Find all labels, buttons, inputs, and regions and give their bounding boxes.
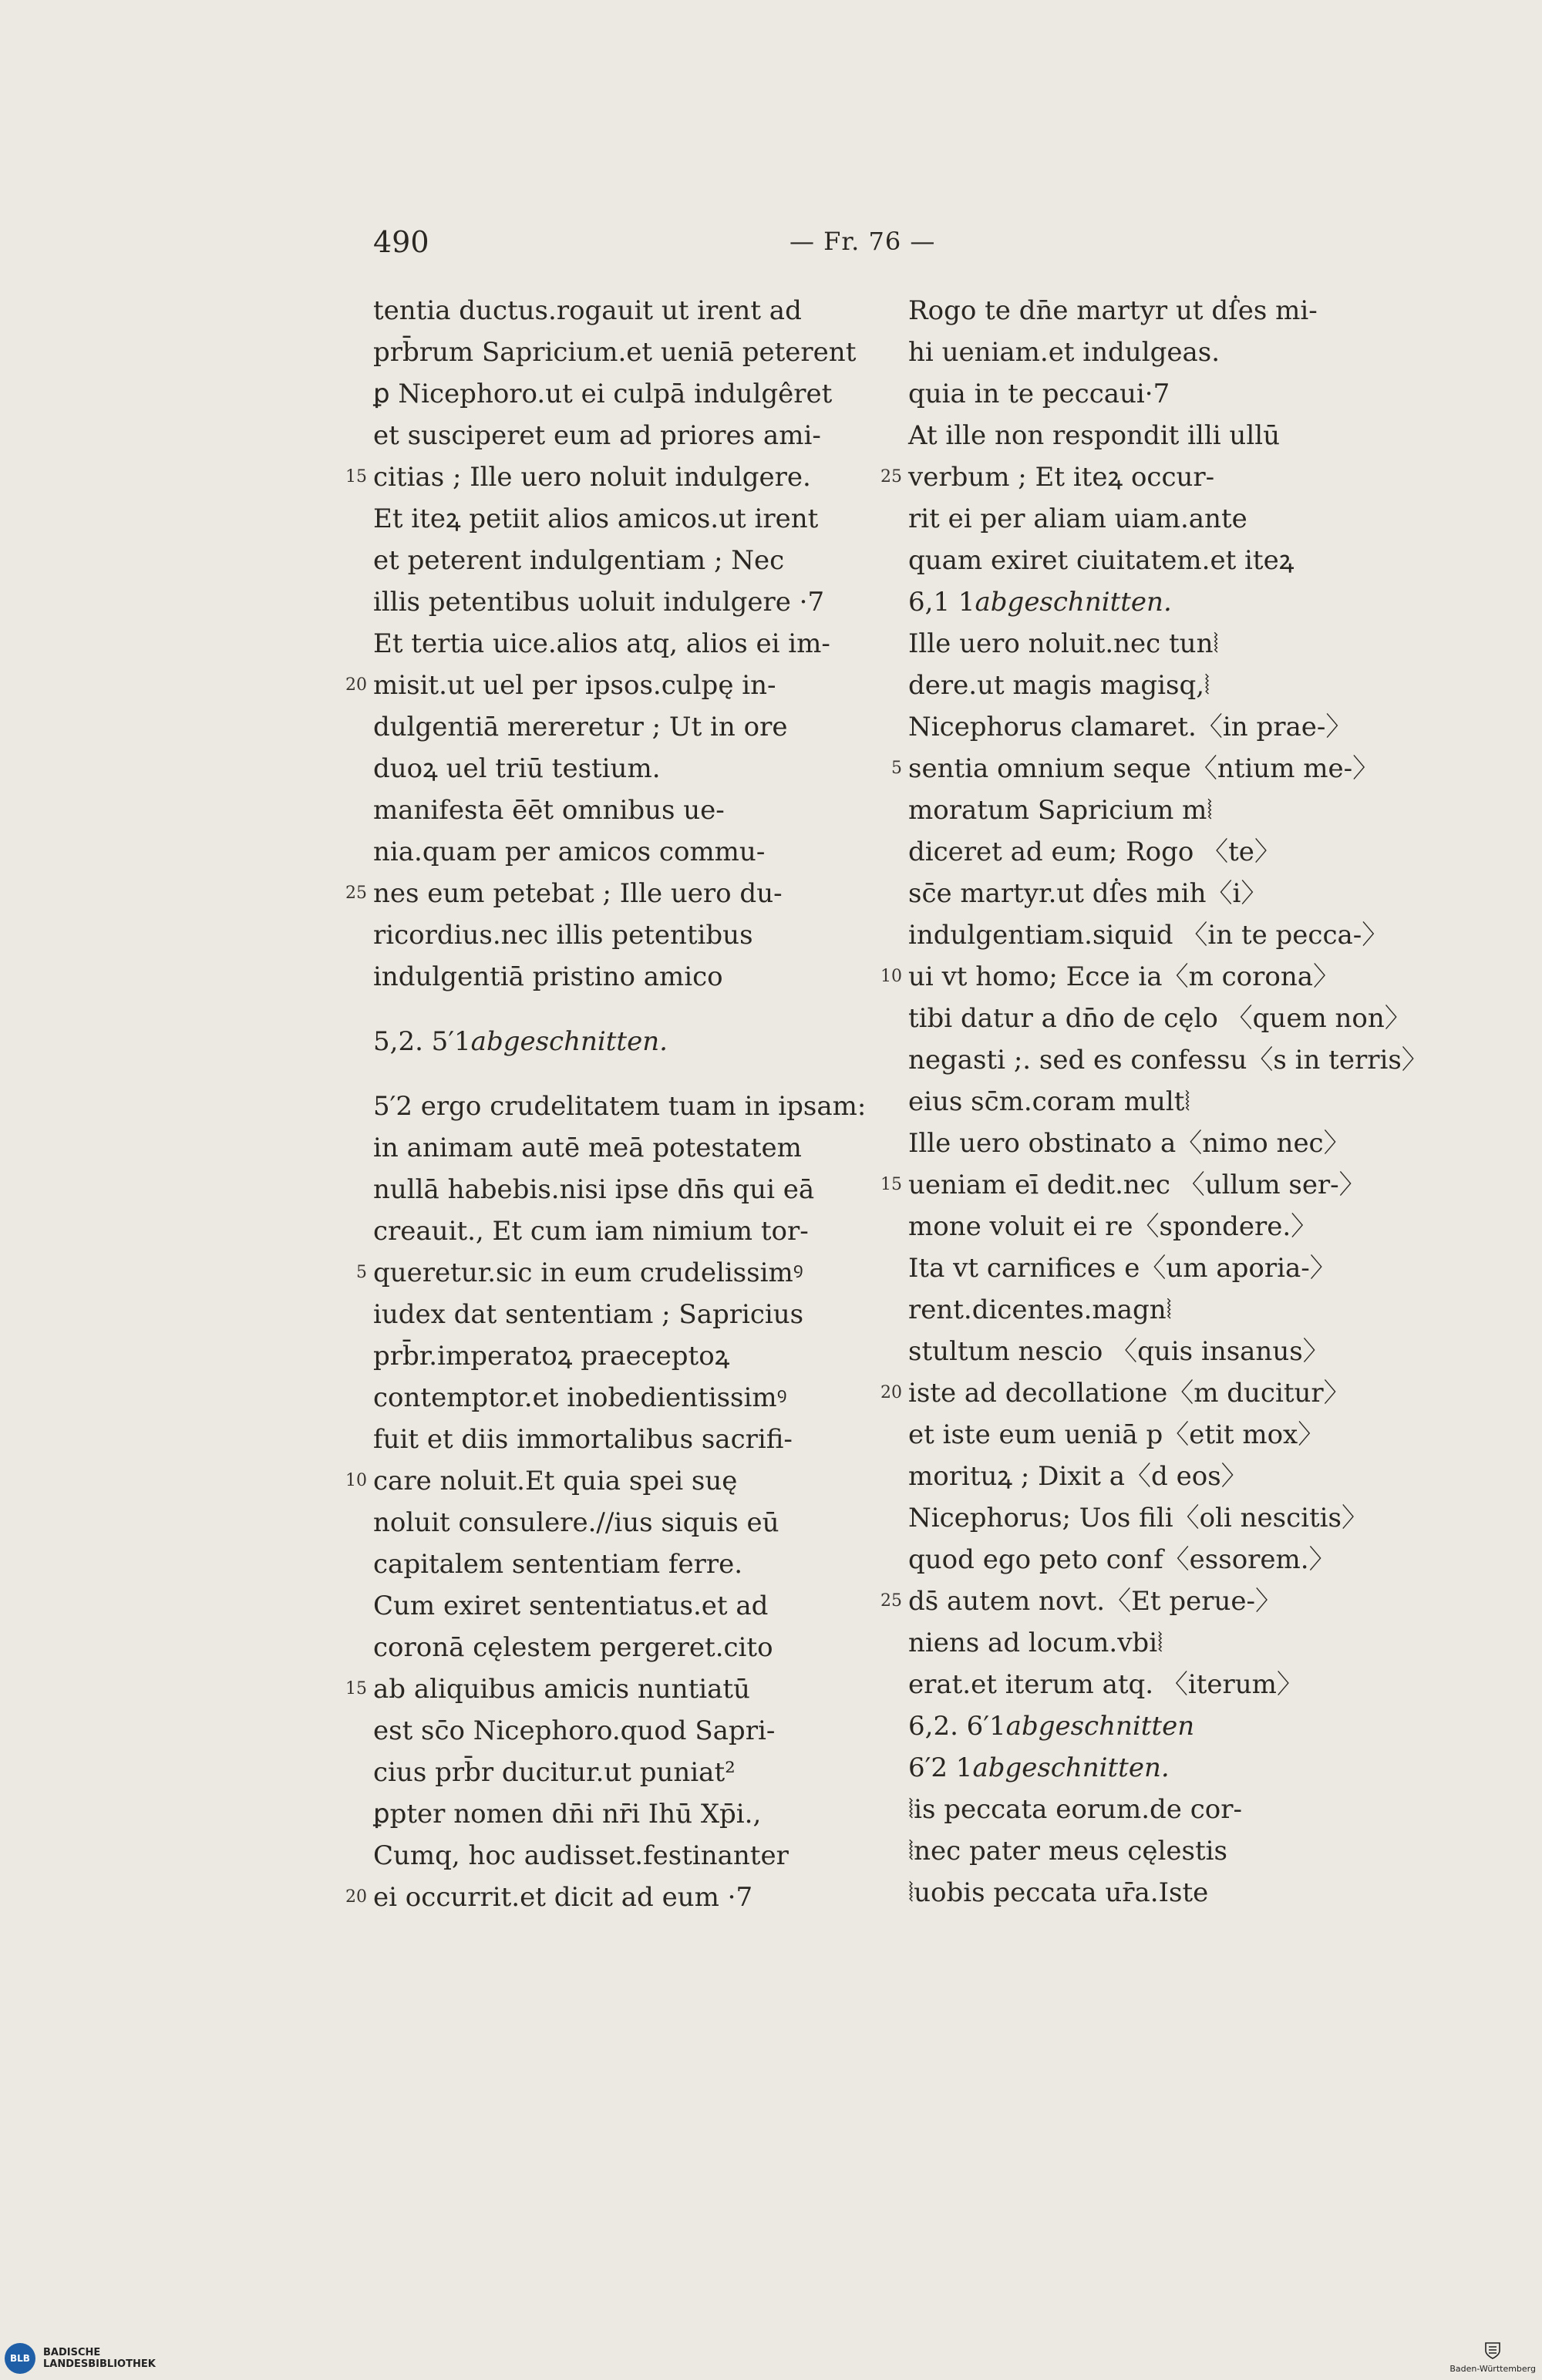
- line-text: misit.ut uel per ipsos.culpę in-: [373, 670, 776, 701]
- text-line: [908, 623, 1402, 665]
- line-text: 5,2. 5′1: [373, 1026, 471, 1057]
- library-name-line2: LANDESBIBLIOTHEK: [43, 2358, 156, 2370]
- text-line: [908, 498, 1402, 540]
- text-line: [908, 1206, 1402, 1247]
- line-number: 25: [880, 1591, 902, 1611]
- line-text: nia.quam per amicos commu-: [373, 837, 766, 867]
- text-line: [373, 1419, 867, 1460]
- text-line: [891, 748, 1402, 789]
- line-text: hi ueniam.et indulgeas.: [908, 337, 1220, 368]
- text-line: [880, 456, 1402, 498]
- line-text: Rogo te dn̄e martyr ut dẛes mi-: [908, 295, 1318, 326]
- line-text: moratum Sapricium m⦚: [908, 795, 1213, 826]
- library-footer: [5, 2343, 156, 2374]
- line-text: in animam autē meā potestatem: [373, 1133, 802, 1163]
- line-text: indulgentiā pristino amico: [373, 961, 723, 992]
- line-text: citias ; Ille uero noluit indulgere.: [373, 462, 811, 493]
- line-number: 25: [345, 884, 367, 903]
- right-text-column: [880, 290, 1428, 1914]
- line-text: ⦚uobis peccata ur̄a.Iste: [908, 1877, 1209, 1908]
- line-text: queretur.sic in eum crudelissimꝰ: [373, 1257, 803, 1288]
- line-text: 6,2. 6′1: [908, 1711, 1006, 1742]
- text-line: [880, 1372, 1402, 1414]
- text-line: [908, 1830, 1402, 1872]
- line-text: Ille uero noluit.nec tun⦚: [908, 628, 1219, 659]
- editorial-note: abgeschnitten.: [470, 1026, 668, 1057]
- line-text: ab aliquibus amicis nuntiatū: [373, 1674, 750, 1705]
- line-text: Nicephorus clamaret.〈in prae-〉: [908, 712, 1352, 742]
- line-text: prb̄r.imperatoꝝ praeceptoꝝ: [373, 1341, 730, 1372]
- text-line: [345, 1668, 867, 1710]
- text-line: [373, 1627, 867, 1668]
- line-text: Et iteꝝ petiit alios amicos.ut irent: [373, 503, 819, 534]
- text-line: [373, 706, 867, 748]
- text-line: [908, 998, 1411, 1039]
- line-text: 6′2 1: [908, 1752, 973, 1783]
- line-text: iudex dat sententiam ; Sapricius: [373, 1299, 804, 1330]
- line-text: dere.ut magis magisq,⦚: [908, 670, 1210, 701]
- section-gap: [373, 998, 867, 1021]
- line-text: 6,1 1: [908, 587, 975, 618]
- line-number: 20: [345, 675, 367, 695]
- line-text: Ille uero obstinato a〈nimo nec〉: [908, 1128, 1350, 1159]
- line-text: sc̄e martyr.ut dẛes mih〈i〉: [908, 878, 1268, 909]
- running-head: — Fr. 76 —: [790, 227, 936, 256]
- text-line: [908, 1331, 1402, 1372]
- text-line: [373, 831, 867, 873]
- section-gap: [373, 1062, 867, 1086]
- line-text: rit ei per aliam uiam.ante: [908, 503, 1247, 534]
- line-text: tibi datur a dn̄o de cęlo 〈quem non〉: [908, 1003, 1411, 1034]
- line-text: niens ad locum.vbi⦚: [908, 1628, 1163, 1658]
- text-line: [908, 1414, 1402, 1456]
- text-line: [373, 1169, 867, 1210]
- text-line: [908, 1789, 1402, 1830]
- page-header: [373, 225, 1375, 264]
- text-line: [373, 623, 867, 665]
- coat-of-arms-icon: [1484, 2341, 1501, 2360]
- text-line: [908, 789, 1402, 831]
- line-text: erat.et iterum atq. 〈iterum〉: [908, 1669, 1303, 1700]
- line-text: negasti ;. sed es confessu〈s in terris〉: [908, 1045, 1428, 1076]
- state-crest: [1449, 2341, 1536, 2374]
- line-text: creauit., Et cum iam nimium tor-: [373, 1216, 809, 1247]
- text-line: [908, 1872, 1402, 1914]
- text-line: [373, 581, 867, 623]
- line-text: nes eum petebat ; Ille uero du-: [373, 878, 783, 909]
- line-text: diceret ad eum; Rogo 〈te〉: [908, 837, 1281, 867]
- text-line: [908, 373, 1402, 415]
- line-text: ⦚is peccata eorum.de cor-: [908, 1794, 1242, 1825]
- line-text: ds̄ autem novt.〈Et perue-〉: [908, 1586, 1282, 1617]
- line-text: ricordius.nec illis petentibus: [373, 920, 753, 951]
- line-text: ueniam eī dedit.nec 〈ullum ser-〉: [908, 1170, 1365, 1200]
- editorial-note: abgeschnitten: [1005, 1711, 1195, 1742]
- line-number: 20: [345, 1887, 367, 1907]
- text-line: [373, 748, 867, 789]
- left-text-column: [345, 290, 867, 1918]
- text-line: [880, 956, 1402, 998]
- text-line: [908, 290, 1402, 332]
- line-text: ui vt homo; Ecce ia〈m corona〉: [908, 961, 1340, 992]
- text-line: [908, 1539, 1402, 1580]
- line-text: et susciperet eum ad priores ami-: [373, 420, 821, 451]
- text-line: [908, 831, 1402, 873]
- text-line: [345, 1877, 867, 1918]
- text-line: [373, 956, 867, 998]
- editorial-note: abgeschnitten.: [975, 587, 1172, 618]
- text-line: [373, 540, 867, 581]
- line-text: Cum exiret sententiatus.et ad: [373, 1591, 769, 1621]
- line-text: quia in te peccaui·7: [908, 379, 1170, 409]
- text-line: [908, 1747, 1402, 1789]
- line-number: 10: [345, 1471, 367, 1490]
- crest-label: Baden-Württemberg: [1449, 2364, 1536, 2374]
- line-text: mone voluit ei re〈spondere.〉: [908, 1211, 1318, 1242]
- text-line: [373, 1086, 867, 1127]
- line-number: 5: [356, 1263, 367, 1282]
- text-line: [373, 1377, 867, 1419]
- line-number: 15: [880, 1175, 902, 1194]
- text-line: [908, 873, 1402, 914]
- line-text: coronā cęlestem pergeret.cito: [373, 1632, 773, 1663]
- line-text: noluit consulere.//ius siquis eū: [373, 1507, 779, 1538]
- line-text: nullā habebis.nisi ipse dn̄s qui eā: [373, 1174, 815, 1205]
- text-line: [373, 1835, 867, 1877]
- text-line: [908, 706, 1402, 748]
- line-text: iste ad decollatione〈m ducitur〉: [908, 1378, 1350, 1409]
- text-line: [373, 1543, 867, 1585]
- line-text: sentia omnium seque〈ntium me-〉: [908, 753, 1379, 784]
- text-line: [356, 1252, 867, 1294]
- text-line: [373, 914, 867, 956]
- line-text: capitalem sententiam ferre.: [373, 1549, 743, 1580]
- text-line: [908, 1456, 1402, 1497]
- editorial-note: abgeschnitten.: [972, 1752, 1170, 1783]
- text-line: [373, 1210, 867, 1252]
- text-line: [373, 1335, 867, 1377]
- text-line: [373, 498, 867, 540]
- text-line: [908, 1664, 1402, 1705]
- line-text: et iste eum ueniā p〈etit mox〉: [908, 1419, 1325, 1450]
- text-line: [908, 540, 1402, 581]
- text-line: [373, 1502, 867, 1543]
- text-line: [373, 1294, 867, 1335]
- library-logo: BLB: [5, 2343, 35, 2374]
- line-number: 15: [345, 1679, 367, 1698]
- line-text: ꝑpter nomen dn̄i nr̄i Ihū Xp̄i.,: [373, 1799, 762, 1830]
- text-line: [373, 415, 867, 456]
- line-text: prb̄rum Sapricium.et ueniā peterent: [373, 337, 857, 368]
- line-text: duoꝝ uel triū testium.: [373, 753, 661, 784]
- line-text: rent.dicentes.magn⦚: [908, 1294, 1172, 1325]
- text-line: [908, 1289, 1402, 1331]
- line-text: Ita vt carnifices e〈um aporia-〉: [908, 1253, 1336, 1284]
- line-text: quod ego peto conf〈essorem.〉: [908, 1544, 1335, 1575]
- text-line: [880, 1580, 1402, 1622]
- text-line: [345, 873, 867, 914]
- text-line: [345, 456, 867, 498]
- line-text: care noluit.Et quia spei suę: [373, 1466, 738, 1496]
- line-text: quam exiret ciuitatem.et iteꝝ: [908, 545, 1295, 576]
- text-line: [908, 1705, 1402, 1747]
- text-line: [908, 1123, 1402, 1164]
- text-line: [373, 1793, 867, 1835]
- text-line: [373, 373, 867, 415]
- line-text: ⦚nec pater meus cęlestis: [908, 1836, 1227, 1867]
- line-text: dulgentiā mereretur ; Ut in ore: [373, 712, 788, 742]
- text-line: [373, 1752, 867, 1793]
- line-number: 5: [891, 759, 902, 778]
- line-text: Nicephorus; Uos fili〈oli nescitis〉: [908, 1503, 1368, 1533]
- text-line: [908, 914, 1402, 956]
- line-text: At ille non respondit illi ullū: [908, 420, 1280, 451]
- text-line: [908, 1622, 1402, 1664]
- text-line: [345, 1460, 867, 1502]
- line-text: eius sc̄m.coram mult⦚: [908, 1086, 1190, 1117]
- text-line: [373, 789, 867, 831]
- library-name: [43, 2347, 156, 2370]
- text-line: [373, 1585, 867, 1627]
- line-text: ꝑ Nicephoro.ut ei culpā indulgêret: [373, 379, 833, 409]
- page-number: 490: [373, 225, 429, 259]
- text-line: [908, 1497, 1402, 1539]
- line-text: verbum ; Et iteꝝ occur-: [908, 462, 1215, 493]
- line-number: 15: [345, 467, 367, 486]
- line-text: morituꝝ ; Dixit a〈d eos〉: [908, 1461, 1247, 1492]
- text-line: [880, 1164, 1402, 1206]
- line-text: stultum nescio 〈quis insanus〉: [908, 1336, 1329, 1367]
- text-line: [908, 1081, 1402, 1123]
- line-text: ei occurrit.et dicit ad eum ·7: [373, 1882, 753, 1913]
- text-line: [345, 665, 867, 706]
- line-text: Et tertia uice.alios atq, alios ei im-: [373, 628, 830, 659]
- line-text: et peterent indulgentiam ; Nec: [373, 545, 785, 576]
- text-line: [373, 1710, 867, 1752]
- line-text: indulgentiam.siquid 〈in te pecca-〉: [908, 920, 1389, 951]
- line-text: 5′2 ergo crudelitatem tuam in ipsam:: [373, 1091, 867, 1122]
- line-text: fuit et diis immortalibus sacrifi-: [373, 1424, 793, 1455]
- line-number: 25: [880, 467, 902, 486]
- text-line: [373, 290, 867, 332]
- line-number: 10: [880, 967, 902, 986]
- text-line: [908, 665, 1402, 706]
- line-text: est sc̄o Nicephoro.quod Sapri-: [373, 1715, 776, 1746]
- line-text: tentia ductus.rogauit ut irent ad: [373, 295, 802, 326]
- text-line: [373, 332, 867, 373]
- text-line: [908, 1247, 1402, 1289]
- line-text: manifesta ēēt omnibus ue-: [373, 795, 725, 826]
- line-text: illis petentibus uoluit indulgere ·7: [373, 587, 825, 618]
- text-line: [908, 581, 1402, 623]
- text-line: [908, 332, 1402, 373]
- line-text: contemptor.et inobedientissimꝰ: [373, 1382, 787, 1413]
- text-line: [908, 1039, 1428, 1081]
- line-number: 20: [880, 1383, 902, 1402]
- text-line: [908, 415, 1402, 456]
- text-line: [373, 1127, 867, 1169]
- line-text: Cumq, hoc audisset.festinanter: [373, 1840, 789, 1871]
- text-line: [373, 1021, 867, 1062]
- library-name-line1: BADISCHE: [43, 2347, 101, 2358]
- line-text: cius prb̄r ducitur.ut puniat²: [373, 1757, 736, 1788]
